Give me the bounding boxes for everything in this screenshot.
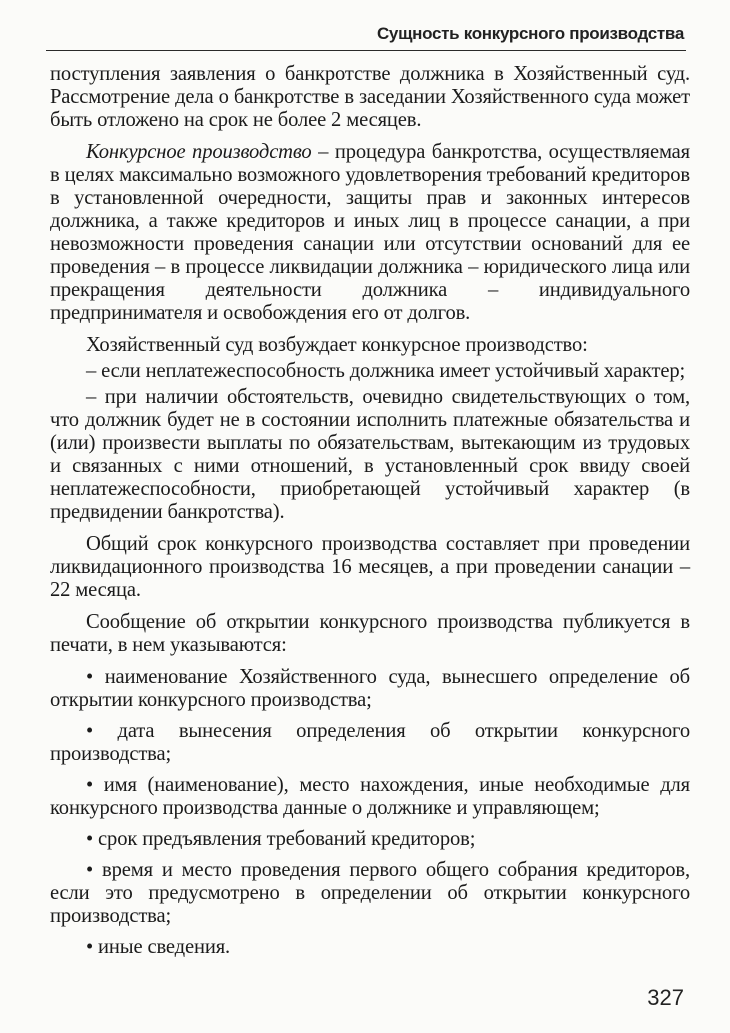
bullet-item: • имя (наименование), место нахождения, иные необходимые для конкурсного производства данные о должнике и управляющем;: [50, 774, 690, 819]
definition-text: – процедура банкротства, осуществляемая в целях максимально возможного удовлетворения требований кредиторов в установленной очередности, защиты прав и законных интересов должника, а также кредиторов и иных лиц в процессе санации, а при невозможности проведения санации или отсутствии оснований для ее проведения – в процессе ликвидации должника – юридического лица или прекращения деятельности должника – индивидуального предпринимателя и освобождения его от долгов.: [50, 141, 690, 324]
running-header-title: Сущность конкурсного производства: [376, 24, 684, 43]
bullet-item: • иные сведения.: [86, 936, 231, 958]
dash-item: – если неплатежеспособность должника имеет устойчивый характер;: [86, 360, 686, 382]
running-header: [46, 14, 686, 51]
defined-term: Конкурсное производство: [86, 141, 312, 163]
page-body: [50, 63, 690, 967]
bullet-item: • время и место проведения первого общего собрания кредиторов, если это предусмотрено в определении об открытии конкурсного производства;: [50, 859, 690, 927]
paragraph-definition: [50, 141, 690, 325]
bullet-item: • дата вынесения определения об открытии конкурсного производства;: [50, 720, 690, 765]
bullet-item: • наименование Хозяйственного суда, вынесшего определение об открытии конкурсного производства;: [50, 666, 690, 711]
dash-item: – при наличии обстоятельств, очевидно свидетельствующих о том, что должник будет не в состоянии исполнить платежные обязательства и (или) произвести выплаты по обязательствам, вытекающим из трудовых и связанных с ними отношений, в установленный срок ввиду своей неплатежеспособности, приобретающей устойчивый характер (в предвидении банкротства).: [50, 386, 690, 523]
bullet-item: • срок предъявления требований кредиторов;: [86, 828, 476, 850]
paragraph-intro: Хозяйственный суд возбуждает конкурсное производство:: [86, 334, 588, 356]
paragraph-continuation: поступления заявления о банкротстве должника в Хозяйственный суд. Рассмотрение дела о банкротстве в заседании Хозяйственного суда может быть отложено на срок не более 2 месяцев.: [50, 63, 690, 131]
page-number: 327: [647, 985, 684, 1010]
paragraph-term-duration: Общий срок конкурсного производства составляет при проведении ликвидационного производства 16 месяцев, а при проведении санации – 22 месяца.: [50, 533, 690, 601]
paragraph-publication: Сообщение об открытии конкурсного производства публикуется в печати, в нем указываются:: [50, 611, 690, 656]
